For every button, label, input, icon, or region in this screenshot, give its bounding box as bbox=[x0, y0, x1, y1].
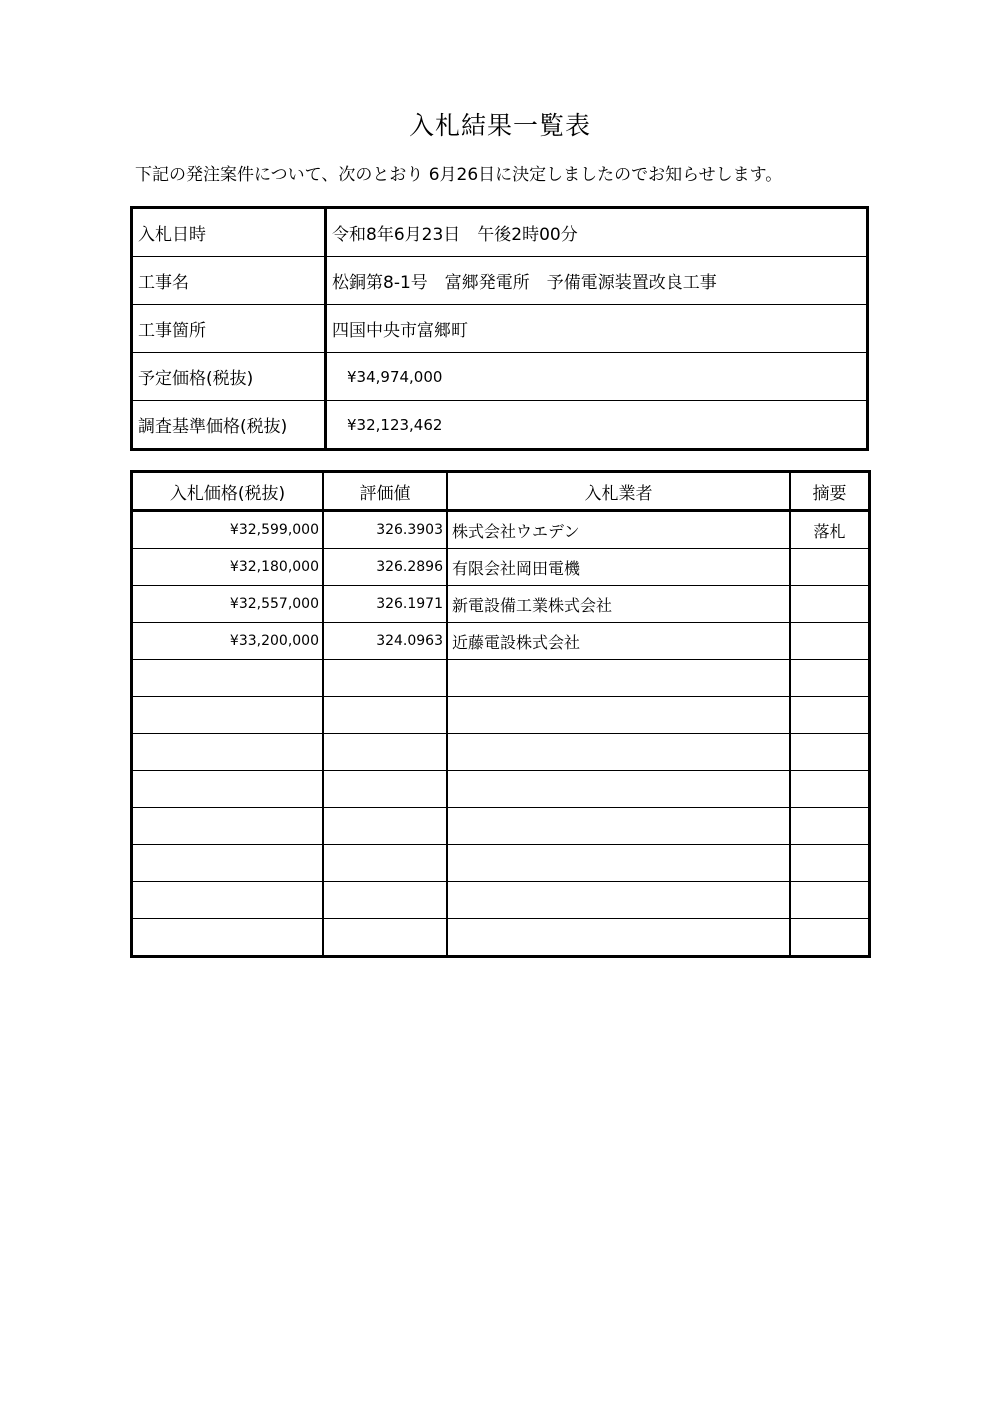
info-label: 予定価格(税抜) bbox=[132, 353, 326, 401]
bid-price-cell: ¥33,200,000 bbox=[132, 623, 324, 660]
score-cell bbox=[323, 808, 447, 845]
table-row bbox=[132, 734, 870, 771]
info-row bbox=[132, 257, 868, 305]
note-cell bbox=[790, 586, 870, 623]
note-cell bbox=[790, 660, 870, 697]
info-value: 松銅第8-1号 富郷発電所 予備電源装置改良工事 bbox=[326, 257, 868, 305]
bid-price-cell: ¥32,180,000 bbox=[132, 549, 324, 586]
intro-text: 下記の発注案件について、次のとおり 6月26日に決定しましたのでお知らせします。 bbox=[135, 165, 783, 185]
info-value: ¥32,123,462 bbox=[326, 401, 868, 450]
score-cell: 326.1971 bbox=[323, 586, 447, 623]
info-value: 四国中央市富郷町 bbox=[326, 305, 868, 353]
table-row bbox=[132, 586, 870, 623]
results-header-row bbox=[132, 472, 870, 511]
info-row bbox=[132, 401, 868, 450]
bid-price-cell bbox=[132, 808, 324, 845]
header-score: 評価値 bbox=[323, 472, 447, 511]
info-row bbox=[132, 305, 868, 353]
bidder-cell bbox=[447, 697, 790, 734]
info-row bbox=[132, 353, 868, 401]
table-row bbox=[132, 511, 870, 549]
bid-price-cell bbox=[132, 919, 324, 957]
info-value: ¥34,974,000 bbox=[326, 353, 868, 401]
info-row bbox=[132, 208, 868, 257]
table-row bbox=[132, 660, 870, 697]
score-cell bbox=[323, 919, 447, 957]
bid-price-cell bbox=[132, 882, 324, 919]
score-cell: 326.2896 bbox=[323, 549, 447, 586]
note-cell bbox=[790, 549, 870, 586]
results-body bbox=[132, 511, 870, 957]
table-row bbox=[132, 549, 870, 586]
bid-results-table bbox=[130, 470, 871, 958]
note-cell bbox=[790, 845, 870, 882]
score-cell bbox=[323, 882, 447, 919]
score-cell: 326.3903 bbox=[323, 511, 447, 549]
note-cell bbox=[790, 734, 870, 771]
info-value: 令和8年6月23日 午後2時00分 bbox=[326, 208, 868, 257]
bid-price-cell bbox=[132, 845, 324, 882]
bidder-cell bbox=[447, 660, 790, 697]
header-bid-price: 入札価格(税抜) bbox=[132, 472, 324, 511]
bid-price-cell bbox=[132, 697, 324, 734]
bidder-cell bbox=[447, 919, 790, 957]
header-note: 摘要 bbox=[790, 472, 870, 511]
score-cell bbox=[323, 660, 447, 697]
info-label: 入札日時 bbox=[132, 208, 326, 257]
table-row bbox=[132, 919, 870, 957]
page-title: 入札結果一覧表 bbox=[408, 111, 591, 140]
bidder-cell: 新電設備工業株式会社 bbox=[447, 586, 790, 623]
bidder-cell bbox=[447, 808, 790, 845]
note-cell bbox=[790, 882, 870, 919]
bid-price-cell bbox=[132, 734, 324, 771]
table-row bbox=[132, 697, 870, 734]
note-cell bbox=[790, 919, 870, 957]
bidder-cell bbox=[447, 882, 790, 919]
score-cell bbox=[323, 734, 447, 771]
score-cell bbox=[323, 697, 447, 734]
bid-price-cell: ¥32,557,000 bbox=[132, 586, 324, 623]
bid-price-cell: ¥32,599,000 bbox=[132, 511, 324, 549]
bidder-cell: 近藤電設株式会社 bbox=[447, 623, 790, 660]
bid-price-cell bbox=[132, 771, 324, 808]
bid-info-table bbox=[130, 206, 869, 451]
score-cell bbox=[323, 771, 447, 808]
info-label: 調査基準価格(税抜) bbox=[132, 401, 326, 450]
bidder-cell: 有限会社岡田電機 bbox=[447, 549, 790, 586]
bidder-cell bbox=[447, 734, 790, 771]
note-cell bbox=[790, 808, 870, 845]
table-row bbox=[132, 771, 870, 808]
score-cell: 324.0963 bbox=[323, 623, 447, 660]
note-cell bbox=[790, 771, 870, 808]
note-cell bbox=[790, 623, 870, 660]
bid-price-cell bbox=[132, 660, 324, 697]
note-cell bbox=[790, 697, 870, 734]
table-row bbox=[132, 808, 870, 845]
note-cell: 落札 bbox=[790, 511, 870, 549]
bidder-cell bbox=[447, 845, 790, 882]
table-row bbox=[132, 882, 870, 919]
info-label: 工事箇所 bbox=[132, 305, 326, 353]
bidder-cell bbox=[447, 771, 790, 808]
header-bidder: 入札業者 bbox=[447, 472, 790, 511]
bidder-cell: 株式会社ウエデン bbox=[447, 511, 790, 549]
score-cell bbox=[323, 845, 447, 882]
table-row bbox=[132, 623, 870, 660]
info-label: 工事名 bbox=[132, 257, 326, 305]
table-row bbox=[132, 845, 870, 882]
